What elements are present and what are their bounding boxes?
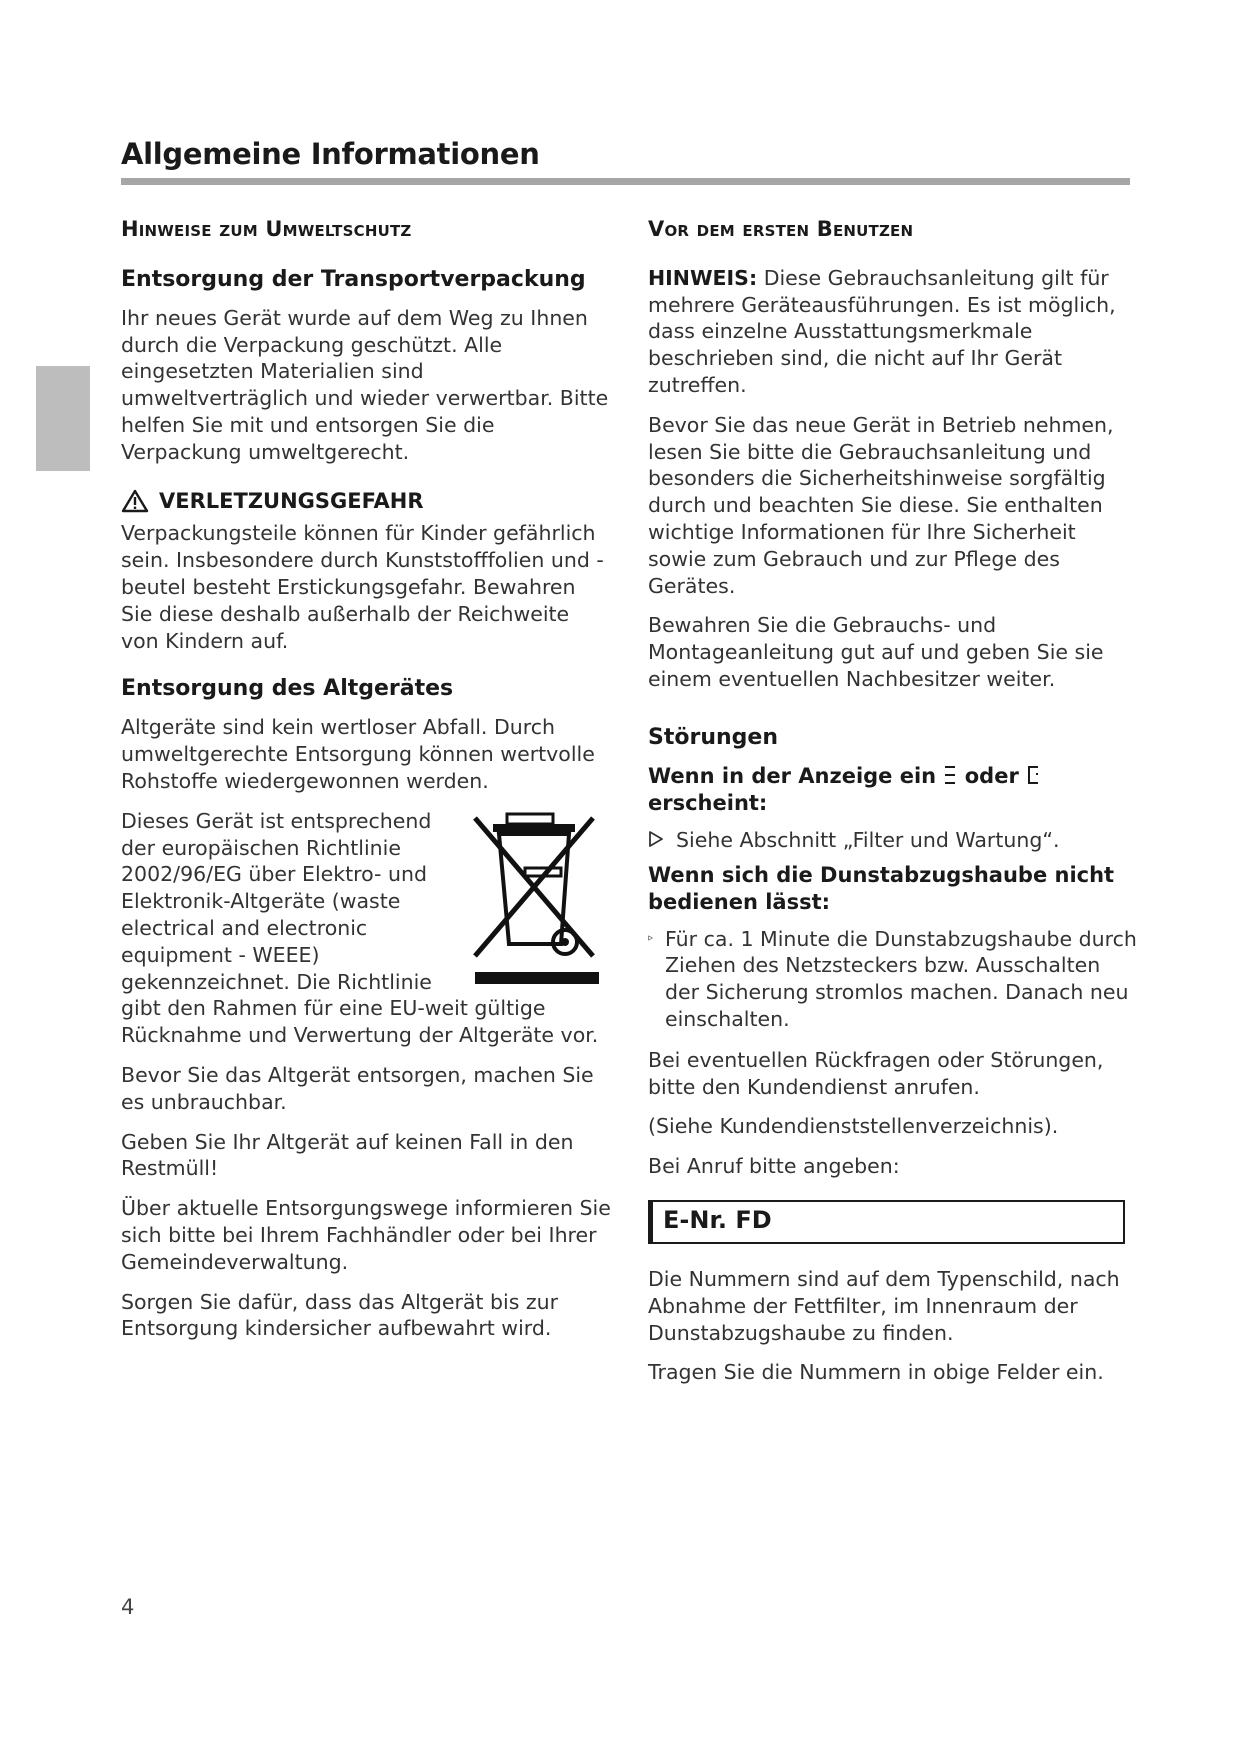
make-unusable-text: Bevor Sie das Altgerät entsorgen, machen Sie es unbrauchbar.	[121, 1062, 594, 1114]
note-text: Diese Gebrauchsanleitung gilt für mehrere Geräteausführungen. Es ist möglich, dass einzelne Ausstattungsmerkmale beschrieben sind, die nicht auf Ihr Gerät zutreffen.	[648, 265, 1116, 397]
enter-numbers-text: Tragen Sie die Nummern in obige Felder ein.	[648, 1360, 1104, 1385]
left-column	[121, 216, 611, 1355]
packaging-disposal-text: Ihr neues Gerät wurde auf dem Weg zu Ihnen durch die Verpackung geschützt. Alle eingesetzten Materialien sind umweltverträglich und wieder verwertbar. Bitte helfen Sie mit und entsorgen Sie die Verpackung umweltgerecht.	[121, 305, 609, 464]
note-label: HINWEIS:	[648, 265, 758, 290]
display-symbol-two-icon	[1026, 764, 1040, 786]
hood-fault-action-text: Für ca. 1 Minute die Dunstabzugshaube durch Ziehen des Netzsteckers bzw. Ausschalten der Sicherung stromlos machen. Danach neu einschalten.	[665, 926, 1137, 1031]
call-info-text: Bei Anruf bitte angeben:	[648, 1154, 900, 1179]
display-fault-heading	[648, 763, 1138, 817]
environment-section-heading: Hinweise zum Umweltschutz	[121, 217, 412, 241]
hood-fault-action	[648, 926, 1138, 1033]
child-safe-storage-text: Sorgen Sie dafür, dass das Altgerät bis zur Entsorgung kindersicher aufbewahrt wird.	[121, 1289, 559, 1341]
crossed-out-bin-icon	[465, 808, 605, 988]
old-device-disposal-text: Altgeräte sind kein wertloser Abfall. Durch umweltgerechte Entsorgung können wertvolle Rohstoffe wiedergewonnen werden.	[121, 715, 595, 793]
injury-warning-text: Verpackungsteile können für Kinder gefährlich sein. Insbesondere durch Kunststofffolien und -beutel besteht Erstickungsgefahr. Bewahren Sie diese deshalb außerhalb der Reichweite von Kindern auf.	[121, 521, 604, 653]
no-residual-waste-text: Geben Sie Ihr Altgerät auf keinen Fall in den Restmüll!	[121, 1129, 574, 1181]
faults-heading: Störungen	[648, 724, 778, 750]
display-fault-action-text: Siehe Abschnitt „Filter und Wartung“.	[676, 827, 1060, 852]
service-text: Bei eventuellen Rückfragen oder Störungen, bitte den Kundendienst anrufen.	[648, 1047, 1104, 1099]
disposal-info-text: Über aktuelle Entsorgungswege informieren Sie sich bitte bei Ihrem Fachhändler oder bei Ihrer Gemeindeverwaltung.	[121, 1196, 611, 1274]
injury-warning-label: VERLETZUNGSGEFAHR	[159, 488, 424, 513]
title-rule	[121, 178, 1130, 185]
packaging-disposal-heading: Entsorgung der Transportverpackung	[121, 266, 586, 292]
note-paragraph	[648, 265, 1138, 399]
display-fault-action	[648, 827, 1138, 854]
display-fault-heading-post: erscheint:	[648, 790, 768, 815]
weee-block	[121, 808, 611, 1049]
page-title: Allgemeine Informationen	[121, 137, 540, 171]
numbers-location-text: Die Nummern sind auf dem Typenschild, nach Abnahme der Fettfilter, im Innenraum der Dunstabzugshaube zu finden.	[648, 1266, 1120, 1345]
old-device-disposal-heading: Entsorgung des Altgerätes	[121, 676, 454, 702]
hood-fault-heading: Wenn sich die Dunstabzugshaube nicht bedienen lässt:	[648, 862, 1115, 914]
injury-warning-heading	[121, 488, 611, 515]
keep-manual-text: Bewahren Sie die Gebrauchs- und Montageanleitung gut auf und geben Sie sie einem eventuellen Nachbesitzer weiter.	[648, 613, 1104, 691]
side-tab-marker	[36, 366, 90, 471]
arrow-right-icon	[648, 827, 664, 851]
warning-triangle-icon	[121, 489, 149, 513]
display-symbol-one-icon	[943, 764, 957, 786]
page-number: 4	[121, 1595, 135, 1619]
service-directory-text: (Siehe Kundendienststellenverzeichnis).	[648, 1114, 1059, 1139]
display-fault-heading-mid: oder	[964, 763, 1019, 788]
arrow-right-icon	[648, 926, 653, 950]
weee-directive-text: Dieses Gerät ist entsprechend der europäischen Richtlinie 2002/96/EG über Elektro- und Elektronik-Altgeräte (waste electrical and electronic equipment - WEEE) gekennzeichnet. Die Richtlinie gibt den Rahmen für eine EU-weit gültige Rücknahme und Verwertung der Altgeräte vor.	[121, 808, 599, 1048]
right-column	[648, 216, 1138, 1399]
display-fault-heading-pre: Wenn in der Anzeige ein	[648, 763, 937, 788]
enr-field-box: E-Nr. FD	[648, 1200, 1125, 1244]
before-first-use-heading: Vor dem ersten Benutzen	[648, 217, 914, 241]
before-use-text: Bevor Sie das neue Gerät in Betrieb nehmen, lesen Sie bitte die Gebrauchsanleitung und besonders die Sicherheitshinweise sorgfältig durch und beachten Sie diese. Sie enthalten wichtige Informationen für Ihre Sicherheit sowie zum Gebrauch und zur Pflege des Gerätes.	[648, 412, 1114, 598]
